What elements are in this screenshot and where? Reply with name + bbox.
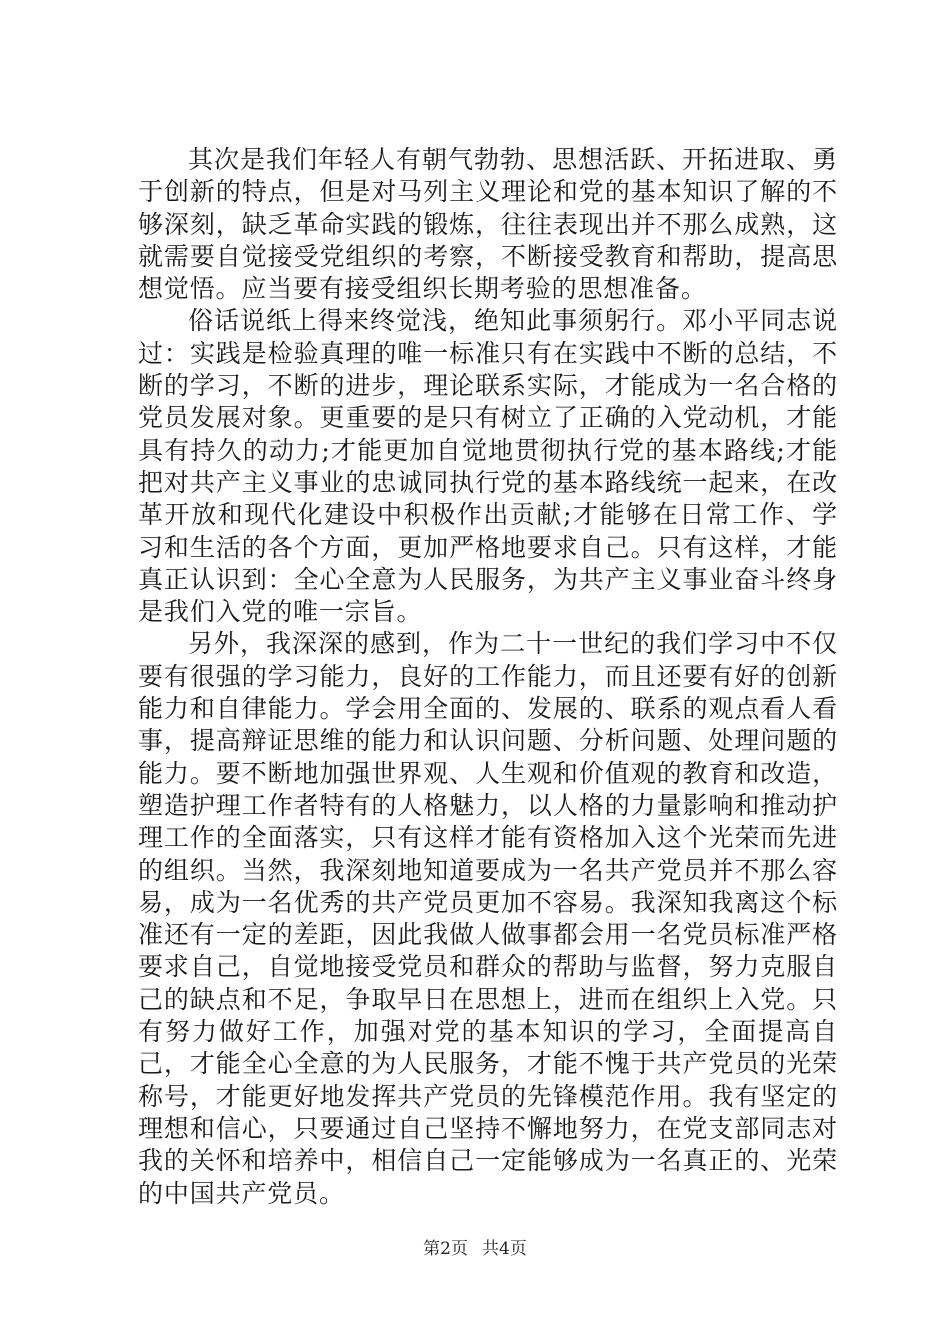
- paragraph: 俗话说纸上得来终觉浅，绝知此事须躬行。邓小平同志说过：实践是检验真理的唯一标准只有在实践中不断的总结，不断的学习，不断的进步，理论联系实际，才能成为一名合格的党员发展对象。更重要的是只有树立了正确的入党动机，才能具有持久的动力;才能更加自觉地贯彻执行党的基本路线;才能把对共产主义事业的忠诚同执行党的基本路线统一起来，在改革开放和现代化建设中积极作出贡献;才能够在日常工作、学习和生活的各个方面，更加严格地要求自己。只有这样，才能真正认识到：全心全意为人民服务，为共产主义事业奋斗终身是我们入党的唯一宗旨。: [138, 306, 838, 627]
- page-footer: [0, 1238, 950, 1260]
- paragraph: 其次是我们年轻人有朝气勃勃、思想活跃、开拓进取、勇于创新的特点，但是对马列主义理论和党的基本知识了解的不够深刻，缺乏革命实践的锻炼，往往表现出并不那么成熟，这就需要自觉接受党组织的考察，不断接受教育和帮助，提高思想觉悟。应当要有接受组织长期考验的思想准备。: [138, 145, 838, 304]
- document-body: [138, 144, 838, 1210]
- paragraph: 另外，我深深的感到，作为二十一世纪的我们学习中不仅要有很强的学习能力，良好的工作能力，而且还要有好的创新能力和自律能力。学会用全面的、发展的、联系的观点看人看事，提高辩证思维的能力和认识问题、分析问题、处理问题的能力。要不断地加强世界观、人生观和价值观的教育和改造，塑造护理工作者特有的人格魅力，以人格的力量影响和推动护理工作的全面落实，只有这样才能有资格加入这个光荣而先进的组织。当然，我深刻地知道要成为一名共产党员并不那么容易，成为一名优秀的共产党员更加不容易。我深知我离这个标准还有一定的差距，因此我做人做事都会用一名党员标准严格要求自己，自觉地接受党员和群众的帮助与监督，努力克服自己的缺点和不足，争取早日在思想上，进而在组织上入党。只有努力做好工作，加强对党的基本知识的学习，全面提高自己，才能全心全意的为人民服务，才能不愧于共产党员的光荣称号，才能更好地发挥共产党员的先锋模范作用。我有坚定的理想和信心，只要通过自己坚持不懈地努力，在党支部同志对我的关怀和培养中，相信自己一定能够成为一名真正的、光荣的中国共产党员。: [138, 629, 838, 1208]
- page-number: 第2页: [423, 1239, 468, 1259]
- total-pages: 共4页: [482, 1239, 527, 1259]
